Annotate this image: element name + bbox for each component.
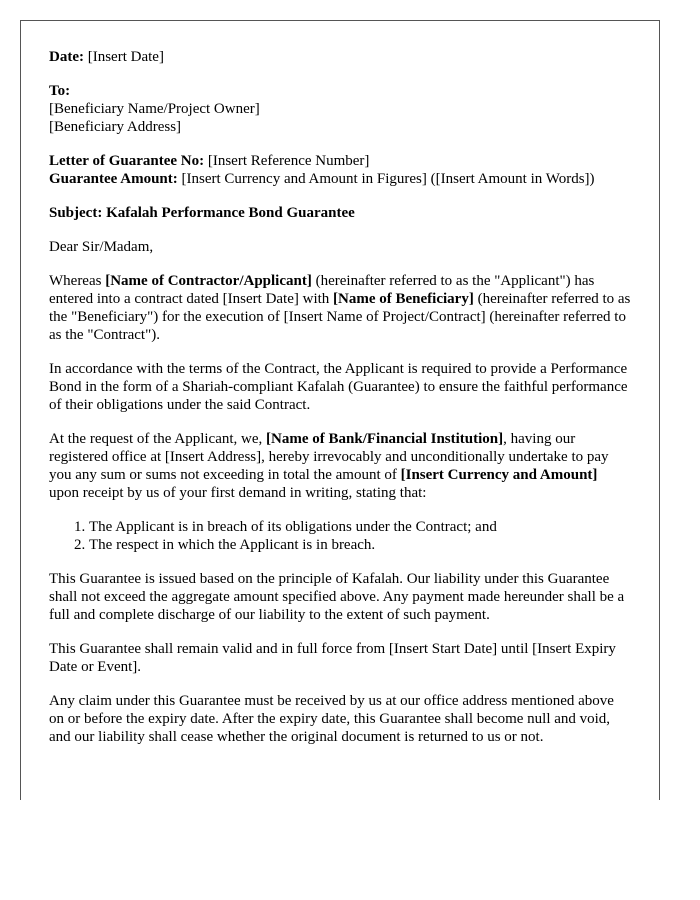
beneficiary-name-bold: [Name of Beneficiary]: [333, 291, 474, 307]
beneficiary-name: [Beneficiary Name/Project Owner]: [49, 101, 260, 117]
amount-value: [Insert Currency and Amount in Figures] ([Insert Amount in Words]): [181, 171, 595, 187]
para3-text-1: At the request of the Applicant, we,: [49, 431, 267, 447]
currency-amount: [Insert Currency and Amount]: [400, 467, 598, 483]
date-label: Date:: [49, 49, 84, 65]
paragraph-terms: In accordance with the terms of the Contract, the Applicant is required to provide a Performance Bond in the form of a Shariah-compliant Kafalah (Guarantee) to ensure the faithful performance of their obligations under the said Contract.: [49, 361, 628, 413]
date-line: [49, 48, 631, 66]
date-value: [Insert Date]: [87, 49, 164, 65]
conditions-list: [49, 518, 631, 554]
list-item: 1. The Applicant is in breach of its obligations under the Contract; and: [89, 518, 631, 536]
recipient-block: [49, 82, 631, 136]
paragraph-claims: Any claim under this Guarantee must be received by us at our office address mentioned above on or before the expiry date. After the expiry date, this Guarantee shall become null and void, and our liability shall cease whether the original document is returned to us or not.: [49, 693, 614, 745]
paragraph-kafalah: This Guarantee is issued based on the principle of Kafalah. Our liability under this Guarantee shall not exceed the aggregate amount specified above. Any payment made hereunder shall be a full and complete discharge of our liability to the extent of such payment.: [49, 571, 625, 623]
contractor-name: [Name of Contractor/Applicant]: [105, 273, 312, 289]
bank-name: [Name of Bank/Financial Institution]: [266, 431, 504, 447]
letter-no-value: [Insert Reference Number]: [207, 153, 370, 169]
letter-no-label: Letter of Guarantee No:: [49, 153, 205, 169]
salutation: Dear Sir/Madam,: [49, 239, 154, 255]
paragraph-undertaking: [49, 430, 631, 502]
amount-label: Guarantee Amount:: [49, 171, 178, 187]
para1-text-3: (hereinafter referred to as the "Beneficiary") for the execution of [Insert Name of Project/Contract] (hereinafter referred to as the "Contract").: [49, 291, 631, 343]
letter-page: [20, 20, 660, 800]
beneficiary-address: [Beneficiary Address]: [49, 119, 182, 135]
reference-block: [49, 152, 631, 188]
para3-text-3: upon receipt by us of your first demand in writing, stating that:: [49, 485, 427, 501]
para3-text-2: , having our registered office at [Insert Address], hereby irrevocably and unconditionally undertake to pay you any sum or sums not exceeding in total the amount of: [49, 431, 609, 483]
subject: Subject: Kafalah Performance Bond Guarantee: [49, 205, 355, 221]
to-label: To:: [49, 83, 71, 99]
para1-text-2: (hereinafter referred to as the "Applicant") has entered into a contract dated [Insert Date] with: [49, 273, 595, 307]
subject-line: [49, 204, 631, 222]
para1-text-1: Whereas: [49, 273, 106, 289]
paragraph-whereas: [49, 272, 631, 344]
list-item: 2. The respect in which the Applicant is in breach.: [89, 536, 631, 554]
paragraph-validity: This Guarantee shall remain valid and in full force from [Insert Start Date] until [Insert Expiry Date or Event].: [49, 641, 616, 675]
